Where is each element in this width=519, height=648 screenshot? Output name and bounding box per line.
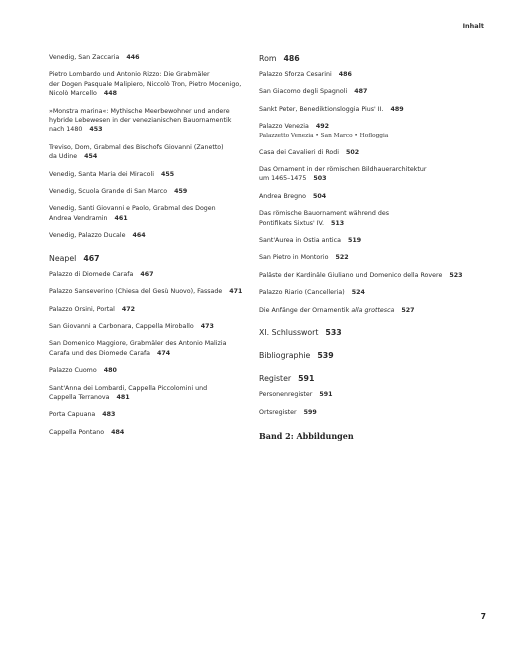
toc-entry xyxy=(259,105,474,114)
toc-entry-text: San Pietro in Montorio xyxy=(259,254,329,262)
toc-entry-text: Sant'Aurea in Ostia antica xyxy=(259,237,341,245)
toc-page-number: 502 xyxy=(346,148,360,156)
toc-entry-title xyxy=(49,108,231,134)
toc-entry-title xyxy=(49,340,226,356)
toc-entry xyxy=(49,339,249,358)
toc-entry-line: »Monstra marina«: Mythische Meerbewohner und andere xyxy=(49,107,230,115)
toc-entry xyxy=(49,287,249,296)
page-number: 7 xyxy=(480,612,486,621)
toc-entry-text: Andrea Bregno xyxy=(259,192,306,200)
toc-page-number: 446 xyxy=(126,54,140,61)
toc-entry xyxy=(259,306,474,315)
toc-column-right xyxy=(259,53,474,441)
toc-entry-text: Bibliographie xyxy=(259,351,311,361)
toc-entry-title xyxy=(259,54,276,63)
toc-entry-title xyxy=(49,429,104,436)
toc-entry-title xyxy=(259,307,394,314)
toc-section xyxy=(259,327,474,338)
toc-page-number: 599 xyxy=(303,408,317,416)
toc-page-number: 513 xyxy=(331,219,345,227)
toc-entry-line: Nicolò Marcello xyxy=(49,90,97,98)
toc-entry-text: Porta Capuana xyxy=(49,411,96,419)
toc-page-number: 471 xyxy=(229,288,243,296)
toc-page-number: 524 xyxy=(351,289,365,297)
toc-entry-title xyxy=(259,328,318,337)
toc-page-number: 487 xyxy=(354,88,368,96)
toc-entry-line: San Domenico Maggiore, Grabmäler des Antonio Malizia xyxy=(49,340,227,348)
toc-entry-text: Paläste der Kardinäle Giuliano und Domenico della Rovere xyxy=(259,271,443,279)
toc-entry-subtitle: Palazzetto Venezia • San Marco • Hofloggia xyxy=(259,132,389,139)
toc-entry xyxy=(259,122,474,139)
toc-page-number: 481 xyxy=(116,393,130,401)
toc-entry-italic: alla grottesca xyxy=(351,306,395,314)
toc-entry-title xyxy=(49,254,76,263)
toc-page-number: 472 xyxy=(121,305,136,313)
toc-page-number: 454 xyxy=(84,153,98,161)
toc-entry-text: Venedig, Scuola Grande di San Marco xyxy=(49,188,168,196)
toc-entry-line: um 1465–1475 xyxy=(259,175,307,183)
toc-entry-line: Treviso, Dom, Grabmal des Bischofs Giovanni (Zanetto) xyxy=(49,143,224,151)
toc-entry-title xyxy=(259,210,389,226)
toc-page-number: 455 xyxy=(161,170,175,178)
toc-page-number: 522 xyxy=(335,254,349,262)
toc-entry-title xyxy=(259,193,306,200)
toc-entry-text: Palazzo Venezia xyxy=(259,123,309,131)
toc-entry xyxy=(49,187,249,196)
toc-page-number: 483 xyxy=(102,411,116,419)
toc-page-number: 504 xyxy=(312,192,327,200)
toc-page-number: 527 xyxy=(401,306,415,314)
toc-entry-title xyxy=(259,351,310,360)
toc-page-number: 486 xyxy=(283,54,300,63)
toc-page-number: 480 xyxy=(103,367,117,375)
toc-page-number: 492 xyxy=(315,123,330,131)
toc-entry-title xyxy=(259,71,332,78)
toc-entries-right xyxy=(259,53,474,417)
toc-entry xyxy=(259,236,474,245)
toc-entry-text: Casa dei Cavalieri di Rodi xyxy=(259,148,340,156)
toc-entry-text: Venedig, Palazzo Ducale xyxy=(49,232,126,240)
toc-entry xyxy=(49,410,249,419)
toc-entry xyxy=(259,288,474,297)
toc-entry xyxy=(49,143,249,162)
toc-entry-line: Pontifikats Sixtus' IV. xyxy=(259,219,325,227)
toc-entry-line: hybride Lebewesen in der venezianischen Bauornamentik xyxy=(49,117,232,125)
toc-page-number: 467 xyxy=(140,270,154,278)
toc-entry-title xyxy=(49,367,97,374)
toc-entry-title xyxy=(259,88,347,95)
toc-entry-title xyxy=(49,323,194,330)
toc-entry-text: Palazzo Cuomo xyxy=(49,367,97,375)
toc-entry-title xyxy=(49,288,222,295)
toc-page-number: 591 xyxy=(319,391,333,399)
toc-page-number: 484 xyxy=(111,428,125,436)
toc-entry-title xyxy=(259,289,345,296)
toc-page-number: 591 xyxy=(298,374,315,384)
toc-entry xyxy=(259,148,474,157)
toc-entry-title xyxy=(49,171,154,178)
toc-page-number: 464 xyxy=(132,232,146,240)
toc-entry xyxy=(259,408,474,417)
toc-entry-text: XI. Schlusswort xyxy=(259,328,319,338)
toc-entry-title xyxy=(49,144,224,160)
toc-entry-line: nach 1480 xyxy=(49,126,83,134)
toc-entry-title xyxy=(259,374,291,383)
toc-entry-text: Register xyxy=(259,374,292,384)
toc-page-number: 467 xyxy=(83,253,100,263)
toc-entry xyxy=(49,53,249,62)
toc-entry-title xyxy=(259,237,341,244)
toc-entry-title xyxy=(259,149,339,156)
toc-entry-line: Das römische Bauornament während des xyxy=(259,210,390,218)
toc-entry xyxy=(49,231,249,240)
toc-entry xyxy=(259,253,474,262)
toc-entry xyxy=(49,366,249,375)
toc-entry xyxy=(259,271,474,280)
toc-section xyxy=(259,373,474,384)
toc-entry-line: der Dogen Pasquale Malipiero, Niccolò Tron, Pietro Mocenigo, xyxy=(49,80,242,88)
toc-entry-text: Palazzo Sanseverino (Chiesa del Gesù Nuovo), Fassade xyxy=(49,288,223,296)
toc-entry-text: Personenregister xyxy=(259,391,313,399)
toc-page-number: 489 xyxy=(390,105,404,113)
toc-entry xyxy=(259,209,474,228)
toc-entry-title xyxy=(49,232,126,239)
toc-entry-title xyxy=(49,306,115,313)
toc-entry-text: San Giacomo degli Spagnoli xyxy=(259,88,348,96)
toc-entry xyxy=(259,70,474,79)
toc-page-number: 539 xyxy=(317,351,334,361)
toc-page-number: 448 xyxy=(103,90,117,98)
toc-entry-title xyxy=(259,409,297,416)
toc-entry-title xyxy=(49,271,133,278)
toc-entry-title xyxy=(259,391,312,398)
toc-page-number: 519 xyxy=(347,237,362,245)
toc-entry-line: Das Ornament in der römischen Bildhauerarchitektur xyxy=(259,166,427,174)
toc-entry xyxy=(49,428,249,437)
toc-entry-text: Venedig, Santa Maria dei Miracoli xyxy=(49,170,155,178)
toc-entry-line: Venedig, Santi Giovanni e Paolo, Grabmal des Dogen xyxy=(49,205,216,213)
toc-page-number: 533 xyxy=(325,328,342,338)
toc-page-number: 473 xyxy=(200,322,214,330)
toc-entry-title xyxy=(49,54,119,61)
toc-entry xyxy=(259,390,474,399)
toc-entry xyxy=(49,70,249,98)
toc-entry-title xyxy=(49,411,95,418)
toc-entry-text: Cappella Pontano xyxy=(49,428,105,436)
toc-entry xyxy=(49,305,249,314)
toc-entry xyxy=(49,204,249,223)
toc-entry-text: Ortsregister xyxy=(259,408,297,416)
toc-entry-text: Palazzo Sforza Cesarini xyxy=(259,71,332,78)
toc-page-number: 523 xyxy=(449,271,463,279)
toc-column-left xyxy=(49,53,249,445)
toc-entry-title xyxy=(259,272,442,279)
toc-entry xyxy=(49,270,249,279)
running-header: Inhalt xyxy=(462,22,484,30)
toc-section xyxy=(259,350,474,361)
toc-page-number: 486 xyxy=(338,71,352,78)
toc-entry xyxy=(49,384,249,403)
toc-entry-line: Andrea Vendramin xyxy=(49,214,108,222)
toc-entry xyxy=(259,192,474,201)
toc-section xyxy=(259,53,474,64)
toc-entry xyxy=(259,165,474,184)
toc-entry-text: Die Anfänge der Ornamentik xyxy=(259,306,352,314)
toc-entry xyxy=(259,87,474,96)
toc-page-number: 461 xyxy=(114,214,128,222)
toc-entry-title xyxy=(259,254,328,261)
toc-entry-text: Palazzo di Diomede Carafa xyxy=(49,270,134,278)
toc-entry-text: Sankt Peter, Benediktionsloggia Pius' II. xyxy=(259,105,384,113)
toc-entry xyxy=(49,322,249,331)
volume-2-heading: Band 2: Abbildungen xyxy=(259,430,354,441)
toc-section xyxy=(49,253,249,264)
toc-page-number: 459 xyxy=(174,188,188,196)
toc-entry-text: San Giovanni a Carbonara, Cappella Miroballo xyxy=(49,322,194,330)
toc-entry-line: Carafa und des Diomede Carafa xyxy=(49,349,151,357)
toc-entry-title xyxy=(49,188,167,195)
toc-entry-title xyxy=(49,71,241,97)
toc-entry-title xyxy=(259,106,383,113)
toc-entry-text: Neapel xyxy=(49,253,77,263)
toc-entry-title xyxy=(259,123,309,130)
toc-page-number: 474 xyxy=(157,349,171,357)
toc-entry-line: Cappella Terranova xyxy=(49,393,110,401)
toc-entry-text: Palazzo Riario (Cancelleria) xyxy=(259,289,345,297)
toc-entry-line: Sant'Anna dei Lombardi, Cappella Piccolomini und xyxy=(49,384,208,392)
toc-page-number: 453 xyxy=(89,126,103,134)
toc-page-number: 503 xyxy=(313,175,327,183)
toc-entry-title xyxy=(259,166,426,182)
toc-entry-line: da Udine xyxy=(49,153,78,161)
toc-entry xyxy=(49,107,249,135)
toc-entry xyxy=(49,170,249,179)
toc-entry-line: Pietro Lombardo und Antonio Rizzo: Die Grabmäler xyxy=(49,71,210,79)
toc-entry-text: Rom xyxy=(259,54,277,63)
toc-entry-text: Venedig, San Zaccaria xyxy=(49,54,120,61)
toc-entry-text: Palazzo Orsini, Portal xyxy=(49,305,115,313)
toc-entry-title xyxy=(49,205,216,221)
